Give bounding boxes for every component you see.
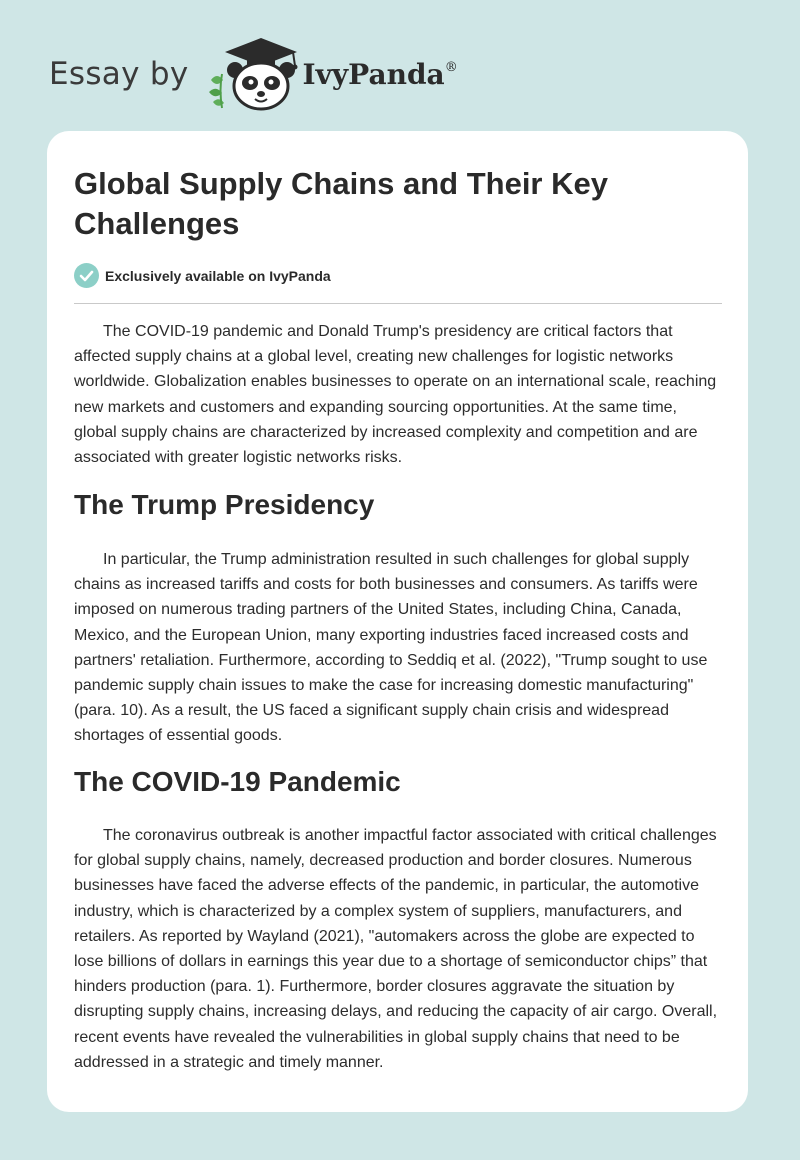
registered-mark: ® [444,59,458,75]
section-heading-covid: The COVID-19 Pandemic [74,766,401,797]
check-badge-icon [74,263,99,288]
section-heading-trump: The Trump Presidency [74,489,375,520]
exclusive-badge-text: Exclusively available on IvyPanda [105,267,331,284]
article-card [47,131,748,1112]
brand-text: IvyPanda [302,57,445,91]
section-body-covid: The coronavirus outbreak is another impactful factor associated with critical challenges for global supply chains, namely, decreased production and border closures. Numerous businesses have faced the adverse effects of the pandemic, in particular, the automotive industry, which is characterized by a complex system of suppliers, manufacturers, and retailers. As reported by Wayland (2021), "automakers across the globe are expected to lose billions of dollars in earnings this year due to a shortage of semiconductor chips” that hinders production (para. 1). Furthermore, border closures aggravate the situation by disrupting supply chains, increasing delays, and reducing the capacity of air cargo. Overall, recent events have revealed the vulnerabilities in global supply chains that need to be addressed in a strategic and timely manner. [74,827,718,1071]
divider [74,303,722,304]
section-body-trump: In particular, the Trump administration resulted in such challenges for global supply chains as increased tariffs and costs for both businesses and consumers. As tariffs were imposed on numerous trading partners of the United States, including China, Canada, Mexico, and the European Union, many exporting industries faced increased costs and partners' retaliation. Furthermore, according to Seddiq et al. (2022), "Trump sought to use pandemic supply chain issues to make the case for increasing domestic manufacturing" (para. 10). As a result, the US faced a significant supply chain crisis and widespread shortages of essential goods. [74,551,708,745]
site-header [49,36,458,112]
brand-name[interactable] [303,58,458,91]
exclusive-badge [74,263,331,288]
essay-by-label: Essay by [49,56,189,92]
intro-paragraph: The COVID-19 pandemic and Donald Trump's presidency are critical factors that affected supply chains at a global level, creating new challenges for logistic networks worldwide. Globalization enables businesses to operate on an international scale, reaching new markets and customers and expanding sourcing opportunities. At the same time, global supply chains are characterized by increased complexity and competition and are associated with greater logistic networks risks. [74,323,717,467]
page-title: Global Supply Chains and Their Key Challenges [74,166,608,241]
panda-logo-icon[interactable] [205,36,305,112]
